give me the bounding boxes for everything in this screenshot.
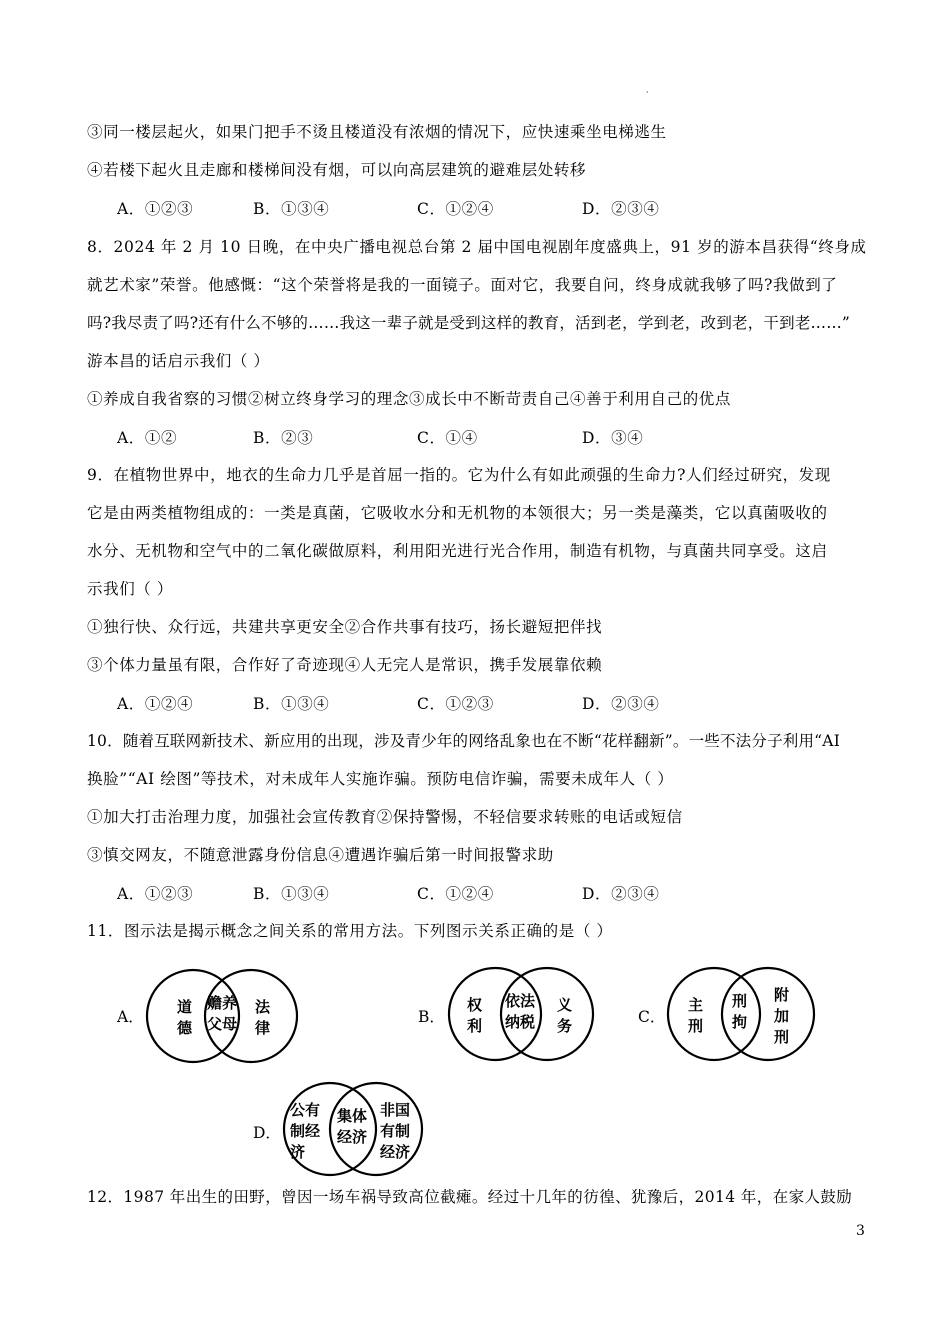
q9-line-3: 水分、无机物和空气中的二氧化碳做原料，利用阳光进行光合作用，制造有机物，与真菌共同享受。这启	[87, 542, 828, 560]
diagram-c-left-text-1: 主	[688, 996, 704, 1014]
diagram-a-right-text-2: 律	[255, 1019, 271, 1037]
q9-option-d: D．②③④	[582, 695, 660, 713]
diagram-d-right-text-1: 非国	[380, 1101, 411, 1119]
diagram-d-right-text-3: 经济	[380, 1143, 411, 1161]
page-number: 3	[856, 1223, 865, 1239]
diagram-b-left-text-2: 利	[467, 1017, 483, 1035]
q7-statement-3: ③同一楼层起火，如果门把手不烫且楼道没有浓烟的情况下，应快速乘坐电梯逃生	[87, 123, 667, 141]
diagram-a-left-text-1: 道	[177, 998, 193, 1016]
q10-option-b: B．①③④	[253, 885, 330, 903]
q8-line-4: 游本昌的话启示我们（ ）	[87, 352, 270, 370]
diagram-d-left-text-3: 济	[290, 1143, 306, 1161]
q12-line-1: 12．1987 年出生的田野，曾因一场车祸导致高位截瘫。经过十几年的彷徨、犹豫后，2014 年，在家人鼓励	[87, 1188, 853, 1206]
q9-statements-2: ③个体力量虽有限，合作好了奇迹现④人无完人是常识，携手发展靠依赖	[87, 656, 603, 674]
diagram-d-right-text-2: 有制	[380, 1122, 411, 1140]
q9-option-a: A．①②④	[117, 695, 194, 713]
q9-line-1: 9．在植物世界中，地衣的生命力几乎是首屈一指的。它为什么有如此顽强的生命力?人们经过研究，发现	[87, 466, 831, 484]
q8-option-d: D．③④	[582, 429, 644, 447]
q8-statements: ①养成自我省察的习惯②树立终身学习的理念③成长中不断苛责自己④善于利用自己的优点	[87, 390, 732, 408]
q8-option-c: C．①④	[417, 429, 478, 447]
q9-option-b: B．①③④	[253, 695, 330, 713]
q8-option-a: A．①②	[117, 429, 178, 447]
diagram-d-venn	[282, 1077, 427, 1181]
diagram-c-right-text-1: 附	[774, 986, 790, 1004]
q10-line-2: 换脸”“AI 绘图”等技术，对未成年人实施诈骗。预防电信诈骗，需要未成年人（ ）	[87, 770, 674, 788]
q10-statements-1: ①加大打击治理力度，加强社会宣传教育②保持警惕，不轻信要求转账的电话或短信	[87, 808, 683, 826]
q7-option-a: A．①②③	[117, 200, 194, 218]
diagram-c-middle-text-2: 拘	[732, 1013, 748, 1031]
diagram-c-middle-text-1: 刑	[732, 992, 748, 1010]
diagram-a-middle-text-2: 父母	[207, 1015, 238, 1033]
q7-statement-4: ④若楼下起火且走廊和楼梯间没有烟，可以向高层建筑的避难层处转移	[87, 161, 587, 179]
q9-line-4: 示我们（ ）	[87, 580, 174, 598]
diagram-c-left-text-2: 刑	[688, 1017, 704, 1035]
diagram-b-right-text-2: 务	[557, 1017, 573, 1035]
q9-line-2: 它是由两类植物组成的：一类是真菌，它吸收水分和无机物的本领很大；另一类是藻类，它以真菌吸收的	[87, 504, 828, 522]
diagram-d-left-text-2: 制经	[290, 1122, 321, 1140]
diagram-d-middle-text-2: 经济	[337, 1128, 368, 1146]
diagram-a-label: A．	[117, 1008, 144, 1026]
q10-line-1: 10．随着互联网新技术、新应用的出现，涉及青少年的网络乱象也在不断“花样翻新”。一些不法分子利用“AI	[87, 732, 841, 750]
diagram-d-middle-text-1: 集体	[337, 1107, 368, 1125]
q8-option-b: B．②③	[253, 429, 314, 447]
diagram-c-right-text-3: 刑	[774, 1028, 790, 1046]
diagram-c-right-text-2: 加	[774, 1007, 790, 1025]
q7-option-b: B．①③④	[253, 200, 330, 218]
q10-option-c: C．①②④	[417, 885, 494, 903]
q8-line-1: 8．2024 年 2 月 10 日晚，在中央广播电视总台第 2 届中国电视剧年度盛典上，91 岁的游本昌获得“终身成	[87, 238, 867, 256]
q10-option-d: D．②③④	[582, 885, 660, 903]
q9-option-c: C．①②③	[417, 695, 494, 713]
header-mark: ·	[646, 88, 649, 97]
q7-option-d: D．②③④	[582, 200, 660, 218]
diagram-c-label: C．	[638, 1008, 666, 1026]
diagram-a-left-text-2: 德	[177, 1019, 193, 1037]
diagram-b-right-text-1: 义	[557, 996, 573, 1014]
diagram-c-venn	[664, 962, 824, 1066]
diagram-a-venn	[143, 966, 303, 1066]
q9-statements-1: ①独行快、众行远，共建共享更安全②合作共事有技巧，扬长避短把伴找	[87, 618, 603, 636]
diagram-b-venn	[443, 964, 603, 1064]
diagram-b-middle-text-2: 纳税	[505, 1013, 536, 1031]
diagram-a-middle-text-1: 赡养	[207, 994, 238, 1012]
q7-option-c: C．①②④	[417, 200, 494, 218]
diagram-d-left-text-1: 公有	[290, 1101, 321, 1119]
q8-line-2: 就艺术家”荣誉。他感慨：“这个荣誉将是我的一面镜子。面对它，我要自问，终身成就我够了吗?我做到了	[87, 276, 838, 294]
q10-option-a: A．①②③	[117, 885, 194, 903]
q10-statements-2: ③慎交网友，不随意泄露身份信息④遭遇诈骗后第一时间报警求助	[87, 846, 554, 864]
diagram-d-label: D．	[253, 1124, 281, 1142]
q8-line-3: 吗?我尽责了吗?还有什么不够的……我这一辈子就是受到这样的教育，活到老，学到老，改到老，干到老……”	[87, 314, 851, 332]
diagram-b-middle-text-1: 依法	[505, 992, 536, 1010]
diagram-b-label: B．	[418, 1008, 445, 1026]
diagram-b-left-text-1: 权	[467, 996, 483, 1014]
diagram-a-right-text-1: 法	[255, 998, 271, 1016]
q11-stem: 11．图示法是揭示概念之间关系的常用方法。下列图示关系正确的是（ ）	[87, 922, 613, 940]
